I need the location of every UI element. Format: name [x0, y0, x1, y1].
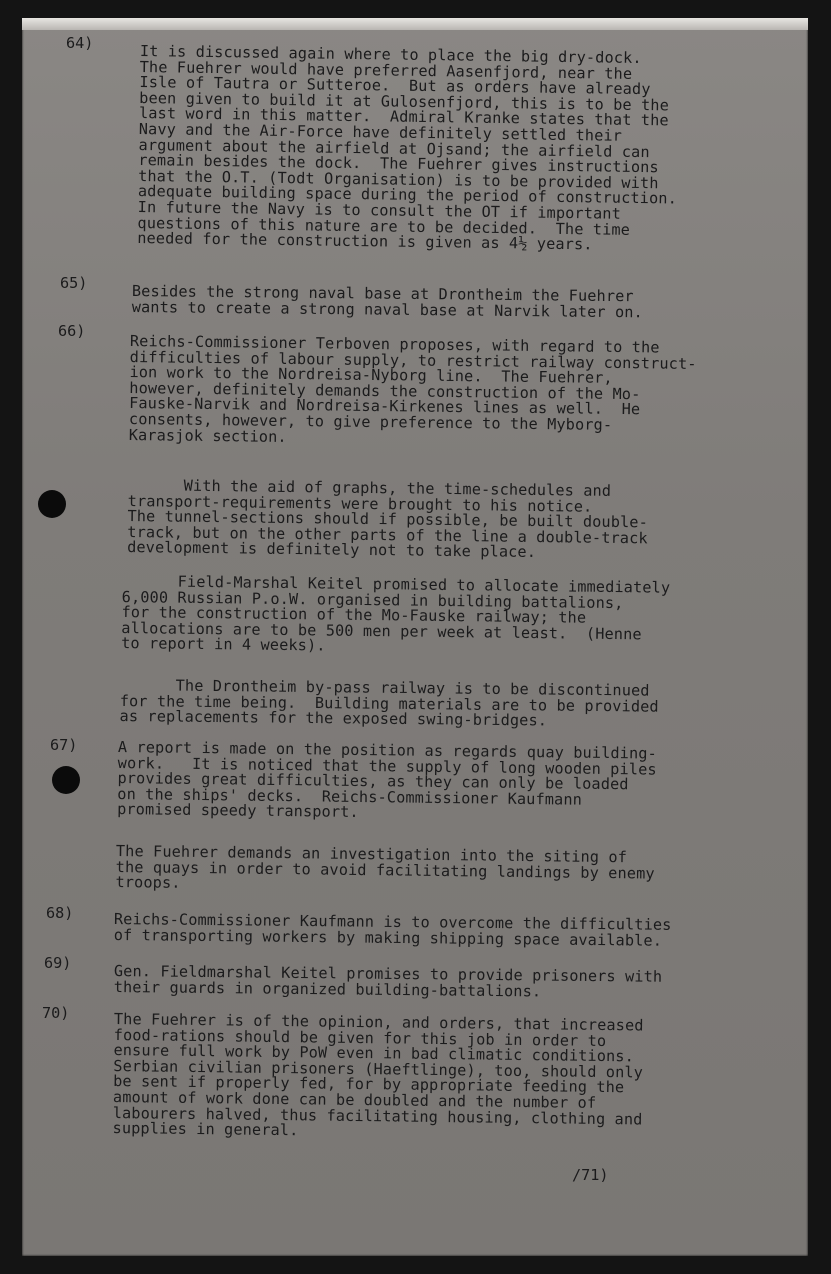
item-number-70: 70)	[42, 1004, 70, 1022]
item-number-69: 69)	[44, 954, 72, 972]
item-68-text: Reichs-Commissioner Kaufmann is to overcome the difficulties of transporting workers by making shipping space available.	[113, 910, 672, 950]
item-66-text: Reichs-Commissioner Terboven proposes, with regard to the difficulties of labour supply, to restrict railway construct- ion work to the Nordreisa-Nyborg line. The Fuehrer, however, definitely demands the construction of the Mo- Fauske-Narvik and Nordreisa-Kirkenes lines as well. He consents, however, to give preference to the Myborg- Karasjok section.	[128, 332, 697, 446]
item-65-text: Besides the strong naval base at Drontheim the Fuehrer wants to create a strong naval base at Narvik later on.	[131, 282, 643, 321]
item-64-text: It is discussed again where to place the big dry-dock. The Fuehrer would have preferred Aasenfjord, near the Isle of Tautra or Sutteroe. But as orders have already been given to build it at Gulosenfjord, this is to be the last word in this matter. Admiral Kranke states that the Navy and the Air-Force have definitely settled their argument about the airfield at Ojsand; the airfield can remain besides the dock. The Fuehrer gives instructions that the O.T. (Todt Organisation) is to be provided with adequate building space during the period of construction. In future the Navy is to consult the OT if important questions of this nature are to be decided. The time needed for the construction is given as 4½ years.	[137, 42, 678, 254]
item-number-65: 65)	[60, 274, 88, 292]
document-page	[22, 18, 808, 1256]
item-number-64: 64)	[66, 34, 94, 52]
continuation-marker: /71)	[572, 1166, 609, 1184]
item-number-68: 68)	[46, 904, 74, 922]
item-67-text: A report is made on the position as regards quay building- work. It is noticed that the supply of long wooden piles provides great difficulties, as they can only be loaded on the ships' decks. Reichs-Commissioner Kaufmann promised speedy transport.	[117, 738, 658, 822]
item-number-66: 66)	[58, 322, 86, 340]
item-67-quays-text: The Fuehrer demands an investigation into the siting of the quays in order to avoid facilitating landings by enemy troops.	[115, 842, 655, 892]
item-66-graphs-text: With the aid of graphs, the time-schedules and transport-requirements were brought to his notice. The tunnel-sections should if possible, be built double- track, but on the other parts of the line a double-track development is definitely not to take place.	[127, 476, 649, 562]
item-66-bypass-text: The Drontheim by-pass railway is to be discontinued for the time being. Building materials are to be provided as replacements for the exposed swing-bridges.	[119, 676, 659, 730]
item-69-text: Gen. Fieldmarshal Keitel promises to provide prisoners with their guards in organized building-battalions.	[113, 962, 663, 1001]
item-number-67: 67)	[50, 736, 78, 754]
item-66-keitel-text: Field-Marshal Keitel promised to allocate immediately 6,000 Russian P.o.W. organised in building battalions, for the construction of the Mo-Fauske railway; the allocations are to be 500 men per week at least. (Henne to report in 4 weeks).	[121, 572, 671, 655]
typed-text	[22, 18, 808, 1256]
item-70-text: The Fuehrer is of the opinion, and orders, that increased food-rations should be given for this job in order to ensure full work by PoW even in bad climatic conditions. Serbian civilian prisoners (Haeftlinge), too, should only be sent if properly fed, for by appropriate feeding the amount of work done can be doubled and the number of labourers halved, thus facilitating housing, clothing and supplies in general.	[112, 1010, 644, 1140]
